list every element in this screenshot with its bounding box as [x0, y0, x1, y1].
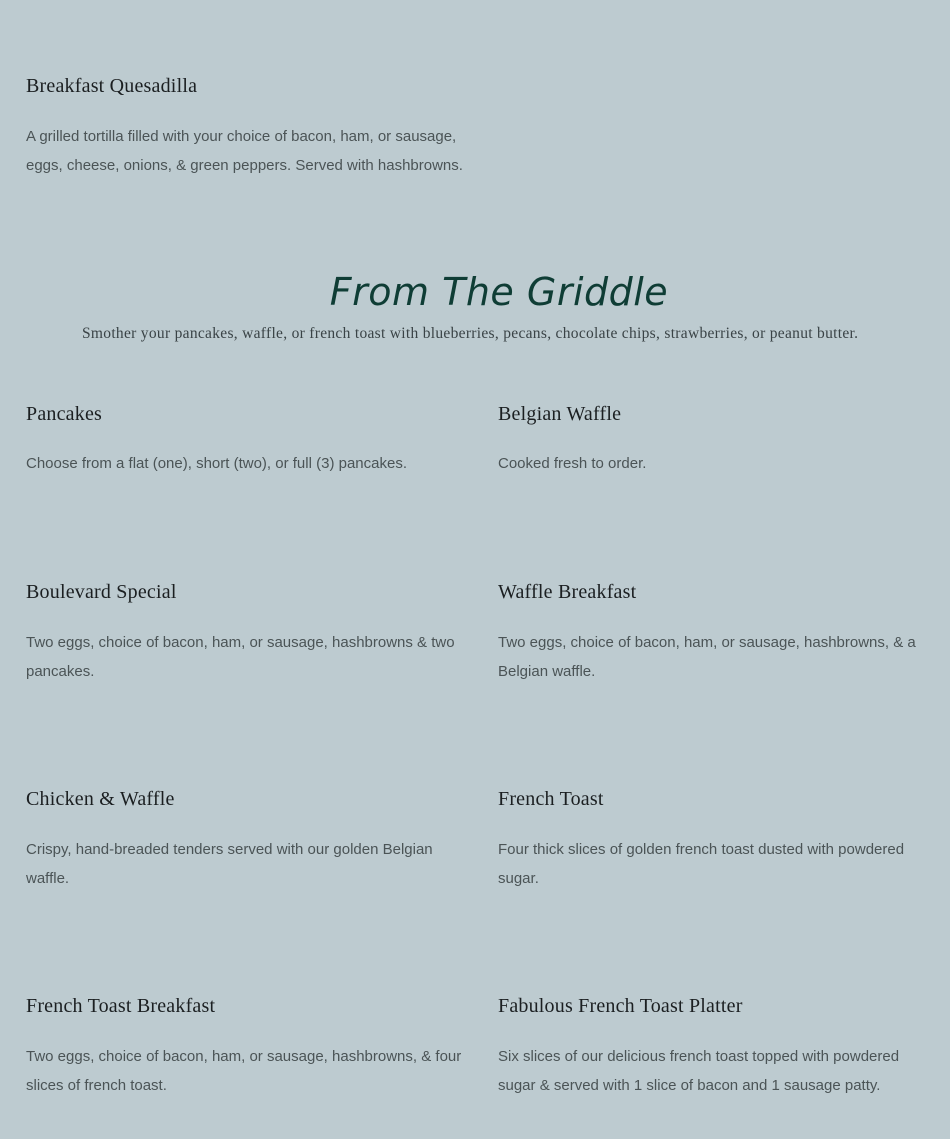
menu-item-description: Crispy, hand-breaded tenders served with our golden Belgian waffle.: [26, 841, 433, 887]
menu-item-description: Four thick slices of golden french toast dusted with powdered sugar.: [498, 841, 905, 887]
menu-item-title: Boulevard Special: [26, 581, 177, 603]
menu-item-pancakes: [26, 402, 466, 472]
menu-item-belgian-waffle: [498, 402, 938, 472]
menu-item-title: Fabulous French Toast Platter: [498, 995, 743, 1017]
menu-item-title: French Toast Breakfast: [26, 995, 216, 1017]
menu-item-french-toast-breakfast: [26, 994, 466, 1094]
menu-item-description: Two eggs, choice of bacon, ham, or sausage, hashbrowns, & four slices of french toast.: [26, 1048, 462, 1094]
menu-item-description: Two eggs, choice of bacon, ham, or sausage, hashbrowns & two pancakes.: [26, 634, 455, 680]
menu-item-description: A grilled tortilla filled with your choice of bacon, ham, or sausage, eggs, cheese, onions, & green peppers. Served with hashbrowns.: [26, 128, 463, 174]
menu-item-chicken-waffle: [26, 787, 466, 887]
menu-item-breakfast-quesadilla: [26, 74, 466, 174]
menu-item-waffle-breakfast: [498, 580, 938, 680]
menu-item-boulevard-special: [26, 580, 466, 680]
menu-item-title: Pancakes: [26, 403, 103, 425]
menu-item-title: Breakfast Quesadilla: [26, 75, 198, 97]
section-subtitle: Smother your pancakes, waffle, or french toast with blueberries, pecans, chocolate chips, strawberries, or peanut butter.: [82, 325, 859, 342]
menu-item-title: French Toast: [498, 788, 604, 810]
section-title: From The Griddle: [329, 270, 669, 314]
menu-item-description: Six slices of our delicious french toast topped with powdered sugar & served with 1 slice of bacon and 1 sausage patty.: [498, 1048, 900, 1094]
menu-item-description: Choose from a flat (one), short (two), or full (3) pancakes.: [26, 455, 407, 472]
menu-item-title: Waffle Breakfast: [498, 581, 637, 603]
menu-item-fabulous-french-toast-platter: [498, 994, 938, 1094]
menu-item-title: Chicken & Waffle: [26, 788, 175, 810]
menu-item-description: Cooked fresh to order.: [498, 455, 647, 472]
menu-item-french-toast: [498, 787, 938, 887]
menu-item-title: Belgian Waffle: [498, 403, 622, 425]
menu-item-description: Two eggs, choice of bacon, ham, or sausage, hashbrowns, & a Belgian waffle.: [498, 634, 916, 680]
